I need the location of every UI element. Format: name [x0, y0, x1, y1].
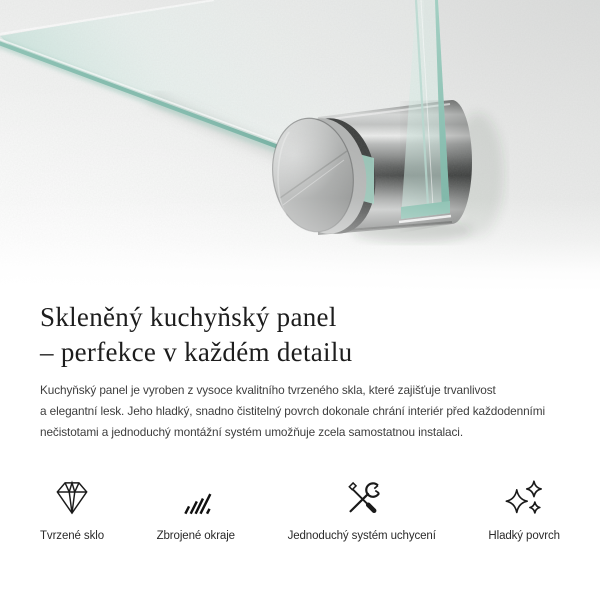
feature-label: Jednoduchý systém uchycení	[287, 529, 436, 542]
hatch-lines-icon	[178, 481, 214, 517]
product-description-section	[0, 292, 600, 542]
glass-panel-photo-illustration	[0, 0, 600, 292]
page-title-line2: – perfekce v každém detailu	[40, 337, 353, 368]
feature-label: Zbrojené okraje	[156, 529, 235, 542]
paragraph-line: Kuchyňský panel je vyroben z vysoce kvalitního tvrzeného skla, které zajišťuje trvanlivost	[40, 382, 496, 397]
diamond-icon	[51, 479, 93, 517]
paragraph-line: a elegantní lesk. Jeho hladký, snadno čistitelný povrch dokonale chrání interiér před každodenními	[40, 403, 545, 418]
feature-mounting-system	[288, 480, 436, 542]
feature-smooth-surface	[488, 479, 560, 542]
page-title	[40, 300, 560, 371]
feature-list	[40, 479, 560, 542]
paragraph-line: nečistotami a jednoduchý montážní systém umožňuje zcela samostatnou instalaci.	[40, 424, 464, 439]
feature-label: Tvrzené sklo	[40, 529, 104, 542]
product-paragraph	[40, 380, 560, 443]
tools-icon	[343, 480, 380, 517]
photo-bottom-fade	[0, 198, 600, 292]
page-title-line1: Skleněný kuchyňský panel	[40, 302, 337, 332]
sparkles-icon	[504, 479, 544, 517]
product-photo	[0, 0, 600, 292]
feature-label: Hladký povrch	[488, 529, 560, 542]
feature-tempered-glass	[40, 479, 104, 542]
feature-reinforced-edges	[157, 481, 235, 542]
